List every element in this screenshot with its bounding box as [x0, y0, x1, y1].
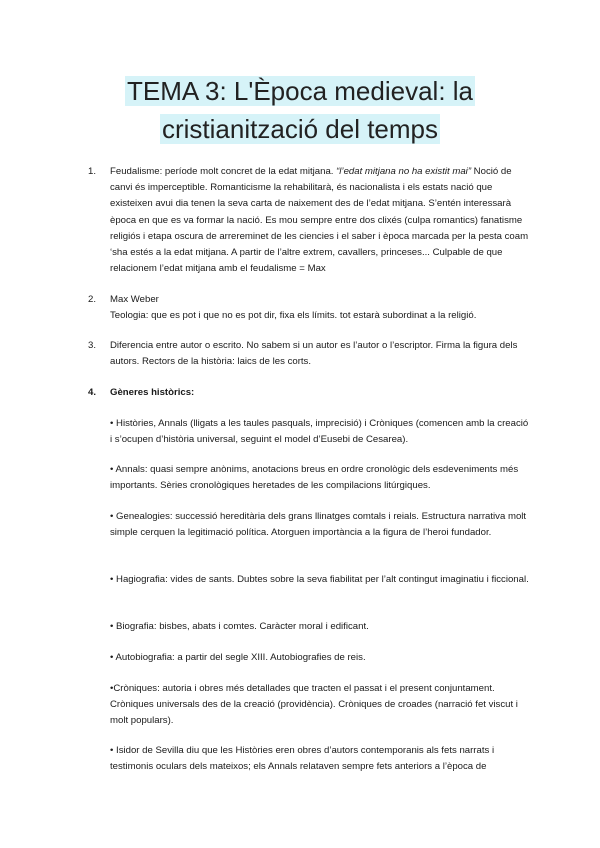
item-1-text-a: Feudalisme: període molt concret de la edat mitjana. — [110, 166, 337, 177]
list-number: 3. — [88, 340, 97, 351]
bullet-paragraph: • Hagiografia: vides de sants. Dubtes sobre la seva fiabilitat per l’alt contingut imaginatiu i ficcional. — [110, 574, 529, 585]
item-2-line-2: Teologia: que es pot i que no es pot dir, fixa els límits. tot estarà subordinat a la religió. — [110, 310, 477, 322]
list-number: 1. — [88, 166, 97, 177]
bullet-paragraph: • Annals: quasi sempre anònims, anotacions breus en ordre cronològic dels esdeveniments més importants. Sèries cronològiques heretades de les compilacions litúrgiques. — [110, 464, 519, 492]
bullet-paragraph: • Històries, Annals (lligats a les taules pasquals, imprecisió) i Cròniques (comencen amb la creació i s’ocupen d’història universal, seguint el model d’Eusebi de Cesarea). — [110, 418, 529, 446]
bullet-paragraph: • Isidor de Sevilla diu que les Històries eren obres d’autors contemporanis als fets narrats i testimonis oculars dels mateixos; els Annals relataven sempre fets anteriors a l’època de — [110, 745, 495, 773]
title-line-2: cristianització del temps — [162, 114, 438, 144]
list-item-3 — [88, 338, 530, 370]
page-title — [0, 72, 600, 148]
title-line-1: TEMA 3: L'Època medieval: la — [126, 76, 474, 106]
list-number: 4. — [88, 387, 97, 398]
bullet-paragraph: • Genealogies: successió hereditària dels grans llinatges comtals i reials. Estructura narrativa molt simple cerquen la legitimació política. Atorguen importància a la figura de l’heroi fundador. — [110, 511, 527, 539]
list-item-1 — [88, 164, 530, 277]
item-2-line-1: Max Weber — [110, 294, 159, 305]
list-item-2 — [88, 292, 530, 324]
bullet-paragraph: • Autobiografia: a partir del segle XIII. Autobiografies de reis. — [110, 652, 366, 663]
section-heading: Gèneres històrics: — [110, 387, 195, 398]
item-1-quote: “l’edat mitjana no ha existit mai” — [336, 166, 472, 177]
bullet-paragraph: •Cròniques: autoria i obres més detallades que tracten el passat i el present conjuntament. Cròniques universals des de la creació (providència). Cròniques de croades (narració fet viscut i molt populars). — [110, 683, 518, 727]
list-number: 2. — [88, 294, 97, 305]
item-1-text-b: Noció de canvi és imperceptible. Romanticisme la rehabilitarà, és nacionalista i els estats nació que existeixen avui dia tenen la seva carta de naixement des de l’edat mitjana. S’entén interessarà època en que es va formar la nació. Es mou sempre entre dos clixés (culpa romantics) fanatisme religiós i etapa oscura de arrereminet de les ciencies i el saber i època marcada per la pesta coam ‘sha estés a la edat mitjana. A partir de l’altre extrem, cavallers, princeses... Culpable de que relacionem l’edat mitjana amb el feudalisme = Max — [110, 166, 529, 275]
item-3-text: Diferencia entre autor o escrito. No sabem si un autor es l’autor o l’escriptor. Firma la figura dels autors. Rectors de la història: laics de les corts. — [110, 340, 518, 368]
list-item-4 — [88, 385, 530, 401]
bullet-paragraph: • Biografia: bisbes, abats i comtes. Caràcter moral i edificant. — [110, 621, 369, 632]
